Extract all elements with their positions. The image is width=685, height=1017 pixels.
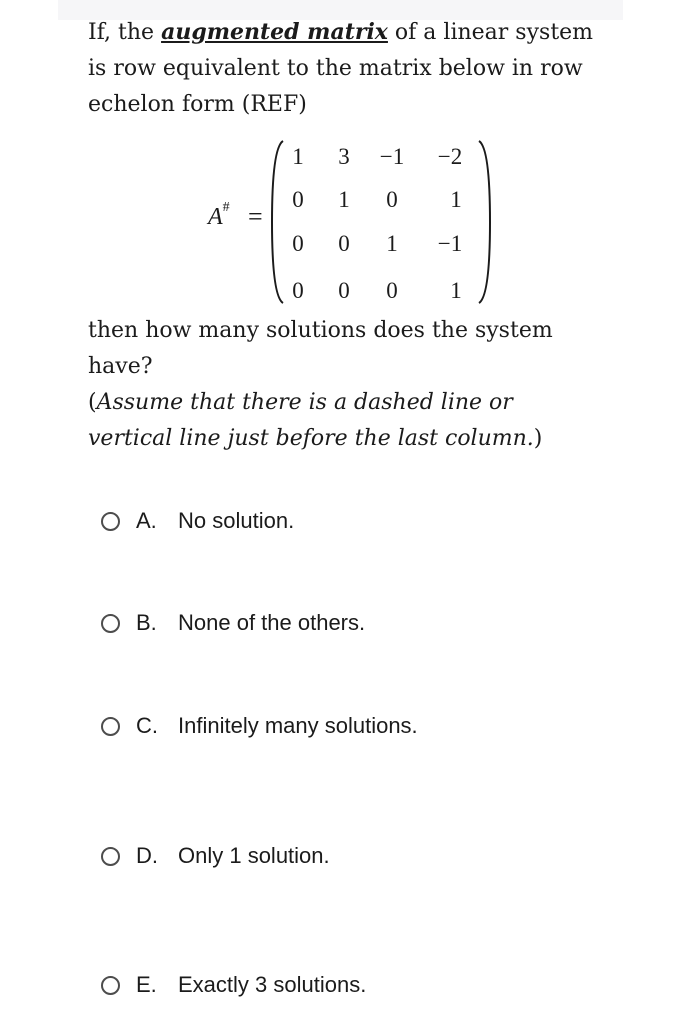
option-e[interactable] [101, 972, 366, 998]
question-suffix: of a linear system [387, 20, 594, 45]
radio-icon[interactable] [101, 512, 120, 531]
matrix-cell-r3-c2: 0 [338, 231, 350, 256]
option-letter: E. [136, 972, 157, 997]
matrix-cell-r2-c4: 1 [450, 187, 462, 212]
followup-text [88, 313, 648, 457]
question-prefix: If, the [88, 20, 162, 45]
option-d[interactable] [101, 843, 330, 869]
equals-sign: = [248, 202, 263, 231]
option-letter: B. [136, 610, 157, 635]
followup-line-2: have? [88, 354, 153, 379]
right-parenthesis [476, 138, 492, 306]
option-letter: A. [136, 508, 157, 533]
question-text [88, 14, 648, 123]
matrix-cell-r3-c3: 1 [386, 231, 398, 256]
matrix-cell-r4-c1: 0 [292, 278, 304, 303]
note-text-1: Assume that there is a dashed line or [96, 390, 513, 415]
radio-icon[interactable] [101, 717, 120, 736]
note-close-paren: ) [533, 426, 543, 451]
option-c[interactable] [101, 713, 418, 739]
matrix-cell-r2-c1: 0 [292, 187, 304, 212]
radio-icon[interactable] [101, 614, 120, 633]
note-open-paren: ( [88, 390, 97, 415]
matrix-cell-r4-c2: 0 [338, 278, 350, 303]
matrix-cell-r2-c2: 1 [338, 187, 350, 212]
question-line-2: is row equivalent to the matrix below in row [88, 56, 583, 81]
note-line-1 [88, 385, 648, 421]
matrix-cell-r1-c2: 3 [338, 144, 350, 169]
matrix-cell-r2-c3: 0 [386, 187, 398, 212]
followup-line-1: then how many solutions does the system [88, 318, 553, 343]
matrix-cell-r1-c3: −1 [379, 144, 405, 169]
matrix-cell-r4-c4: 1 [450, 278, 462, 303]
option-a[interactable] [101, 508, 294, 534]
matrix-equation [200, 138, 500, 308]
matrix-cell-r1-c1: 1 [292, 144, 304, 169]
option-label: Only 1 solution. [178, 843, 330, 868]
augmented-matrix-term: augmented matrix [161, 19, 388, 45]
option-label: Exactly 3 solutions. [178, 972, 367, 997]
option-b[interactable] [101, 610, 365, 636]
matrix-superscript: # [222, 200, 230, 215]
matrix-symbol [208, 200, 230, 231]
matrix-cell-r3-c1: 0 [292, 231, 304, 256]
note-line-2 [88, 421, 648, 457]
option-letter: D. [136, 843, 158, 868]
matrix-cell-r1-c4: −2 [437, 144, 463, 169]
matrix-cell-r3-c4: −1 [437, 231, 463, 256]
radio-icon[interactable] [101, 976, 120, 995]
question-line-1 [88, 14, 648, 51]
option-label: Infinitely many solutions. [178, 713, 418, 738]
question-line-3: echelon form (REF) [88, 92, 307, 117]
matrix-cell-r4-c3: 0 [386, 278, 398, 303]
option-label: No solution. [178, 508, 295, 533]
matrix-letter: A [208, 204, 223, 230]
option-letter: C. [136, 713, 158, 738]
radio-icon[interactable] [101, 847, 120, 866]
note-text-2: vertical line just before the last column. [88, 426, 534, 451]
option-label: None of the others. [178, 610, 366, 635]
